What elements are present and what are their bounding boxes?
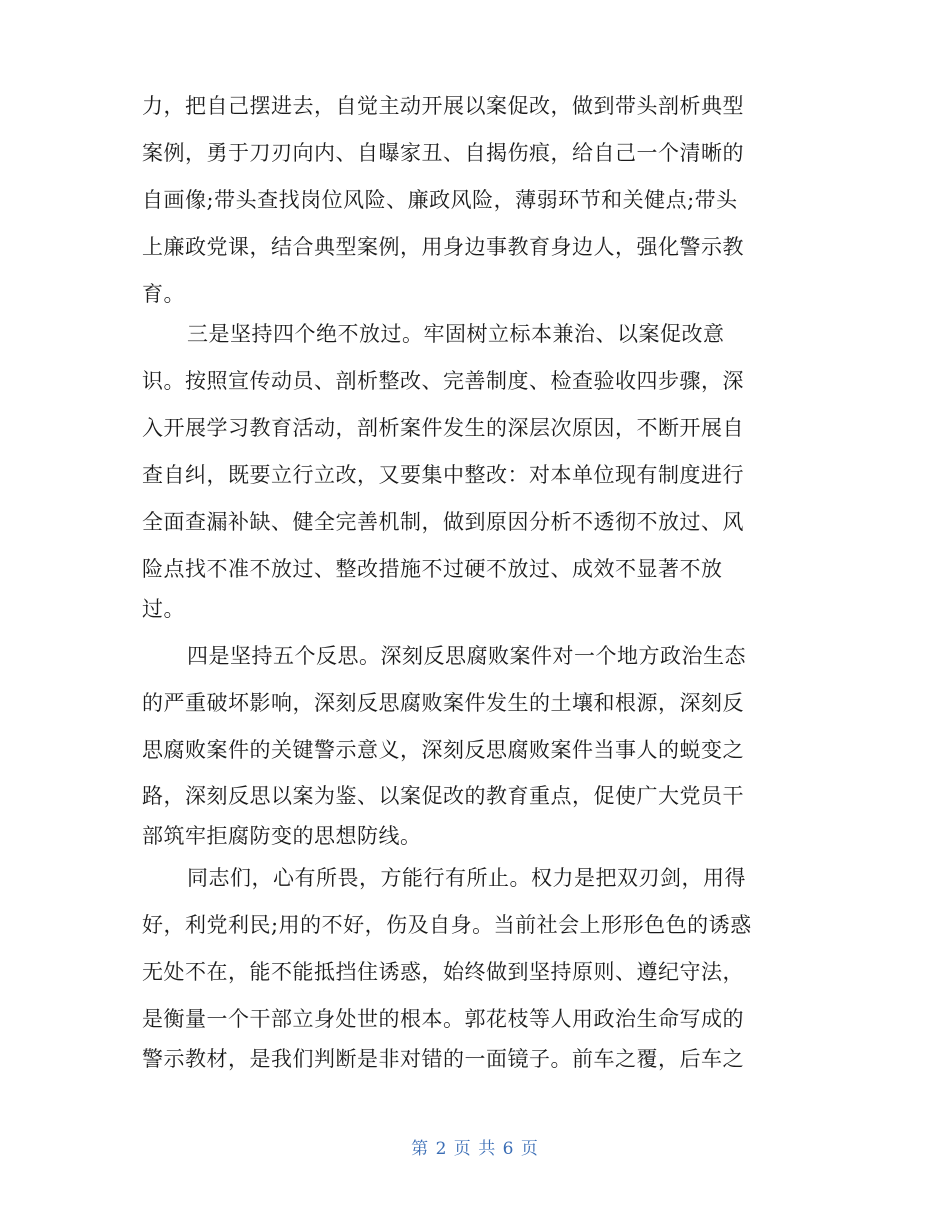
- text-line: 是衡量一个干部立身处世的根本。郭花枝等人用政治生命写成的: [142, 1007, 744, 1031]
- text-line: 好，利党利民;用的不好，伤及自身。当前社会上形形色色的诱惑: [142, 913, 752, 937]
- text-line: 险点找不准不放过、整改措施不过硬不放过、成效不显著不放: [142, 557, 723, 581]
- text-line: 全面查漏补缺、健全完善机制，做到原因分析不透彻不放过、风: [142, 510, 744, 534]
- text-line: 思腐败案件的关键警示意义，深刻反思腐败案件当事人的蜕变之: [142, 738, 744, 762]
- text-line: 无处不在，能不能抵挡住诱惑，始终做到坚持原则、遵纪守法，: [142, 960, 744, 984]
- text-line: 部筑牢拒腐防变的思想防线。: [142, 824, 422, 848]
- text-line: 案例，勇于刀刃向内、自曝家丑、自揭伤痕，给自己一个清晰的: [142, 141, 744, 165]
- text-line: 警示教材，是我们判断是非对错的一面镜子。前车之覆，后车之: [142, 1047, 744, 1071]
- text-line: 入开展学习教育活动，剖析案件发生的深层次原因，不断开展自: [142, 416, 744, 440]
- page-number-footer: 第 2 页 共 6 页: [411, 1139, 539, 1159]
- text-line: 路，深刻反思以案为鉴、以案促改的教育重点，促使广大党员干: [142, 784, 744, 808]
- text-line: 上廉政党课，结合典型案例，用身边事教育身边人，强化警示教: [142, 235, 744, 259]
- paragraph-start-line: 四是坚持五个反思。深刻反思腐败案件对一个地方政治生态: [187, 644, 746, 668]
- text-line: 识。按照宣传动员、剖析整改、完善制度、检查验收四步骤，深: [142, 369, 744, 393]
- text-line: 的严重破坏影响，深刻反思腐败案件发生的土壤和根源，深刻反: [142, 691, 744, 715]
- text-line: 查自纠，既要立行立改，又要集中整改：对本单位现有制度进行: [142, 463, 744, 487]
- text-line: 过。: [142, 597, 185, 621]
- text-line: 育。: [142, 282, 185, 306]
- paragraph-start-line: 同志们，心有所畏，方能行有所止。权力是把双刃剑，用得: [187, 866, 746, 890]
- paragraph-start-line: 三是坚持四个绝不放过。牢固树立标本兼治、以案促改意: [187, 322, 725, 346]
- text-line: 力，把自己摆进去，自觉主动开展以案促改，做到带头剖析典型: [142, 94, 744, 118]
- text-line: 自画像;带头查找岗位风险、廉政风险，薄弱环节和关健点;带头: [142, 188, 738, 212]
